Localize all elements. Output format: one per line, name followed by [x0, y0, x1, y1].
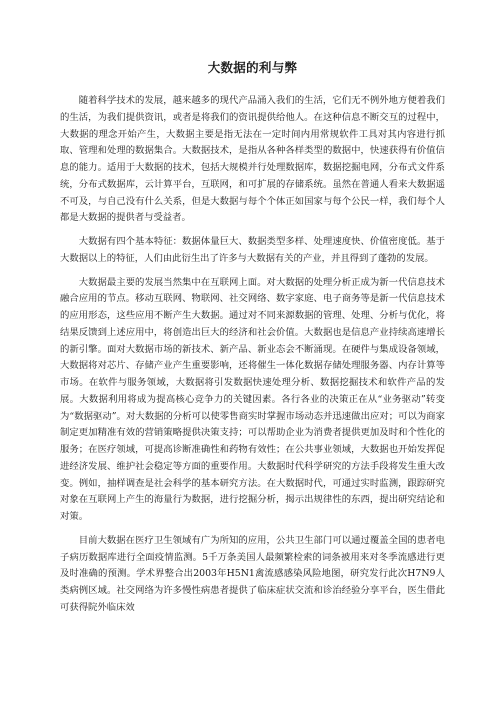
paragraph-intro: 随着科学技术的发展，越来越多的现代产品涌入我们的生活，它们无不例外地方便着我们的生活，为我们提供资讯，或者是将我们的资讯提供给他人。在这种信息不断交互的过程中，大数据的理念开始产生，大数据主要是指无法在一定时间内用常规软件工具对其内容进行抓取、管理和处理的数据集合。大数据技术，是指从各种各样类型的数据中，快速获得有价值信息的能力。适用于大数据的技术，包括大规模并行处理数据库，数据挖掘电网，分布式文件系统，分布式数据库，云计算平台，互联网，和可扩展的存储系统。虽然在普通人看来大数据遥不可及，与自己没有什么关系，但是大数据与每个个体正如国家与每个公民一样，我们每个人都是大数据的提供者与受益者。 — [60, 95, 445, 224]
paragraph-internet: 大数据最主要的发展当然集中在互联网上面。对大数据的处理分析正成为新一代信息技术融合应用的节点。移动互联网、物联网、社交网络、数字家庭、电子商务等是新一代信息技术的应用形态，这些应用不断产生大数据。通过对不同来源数据的管理、处理、分析与优化，将结果反馈到上述应用中，将创造出巨大的经济和社会价值。大数据也是信息产业持续高速增长的新引擎。面对大数据市场的新技术、新产品、新业态会不断涌现。在硬件与集成设备领域，大数据将对芯片、存储产业产生重要影响，还将催生一体化数据存储处理服务器、内存计算等市场。在软件与服务领域，大数据将引发数据快速处理分析、数据挖掘技术和软件产品的发展。大数据利用将成为提高核心竞争力的关键因素。各行各业的决策正在从“业务驱动”转变为“数据驱动”。对大数据的分析可以使零售商实时掌握市场动态并迅速做出应对；可以为商家制定更加精准有效的营销策略提供决策支持；可以帮助企业为消费者提供更加及时和个性化的服务；在医疗领域，可提高诊断准确性和药物有效性；在公共事业领域，大数据也开始发挥促进经济发展、维护社会稳定等方面的重要作用。大数据时代科学研究的方法手段将发生重大改变。例如，抽样调查是社会科学的基本研究方法。在大数据时代，可通过实时监测，跟踪研究对象在互联网上产生的海量行为数据，进行挖掘分析，揭示出规律性的东西，提出研究结论和对策。 — [60, 276, 445, 522]
document-title: 大数据的利与弊 — [207, 60, 298, 75]
paragraph-features: 大数据有四个基本特征：数据体量巨大、数据类型多样、处理速度快、价值密度低。基于大数据以上的特征，人们由此衍生出了许多与大数据有关的产业，并且得到了蓬勃的发展。 — [60, 236, 445, 264]
document-page — [60, 58, 445, 624]
paragraph-medical: 目前大数据在医疗卫生领域有广为所知的应用，公共卫生部门可以通过覆盖全国的患者电子病历数据库进行全面疫情监测。5千万条美国人最频繁检索的词条被用来对冬季流感进行更及时准确的预测。学术界整合出2003年H5N1禽流感感染风险地图，研究发行此次H7N9人类病例区域。社交网络为许多慢性病患者提供了临床症状交流和诊治经验分享平台，医生借此可获得院外临床效 — [60, 534, 445, 613]
